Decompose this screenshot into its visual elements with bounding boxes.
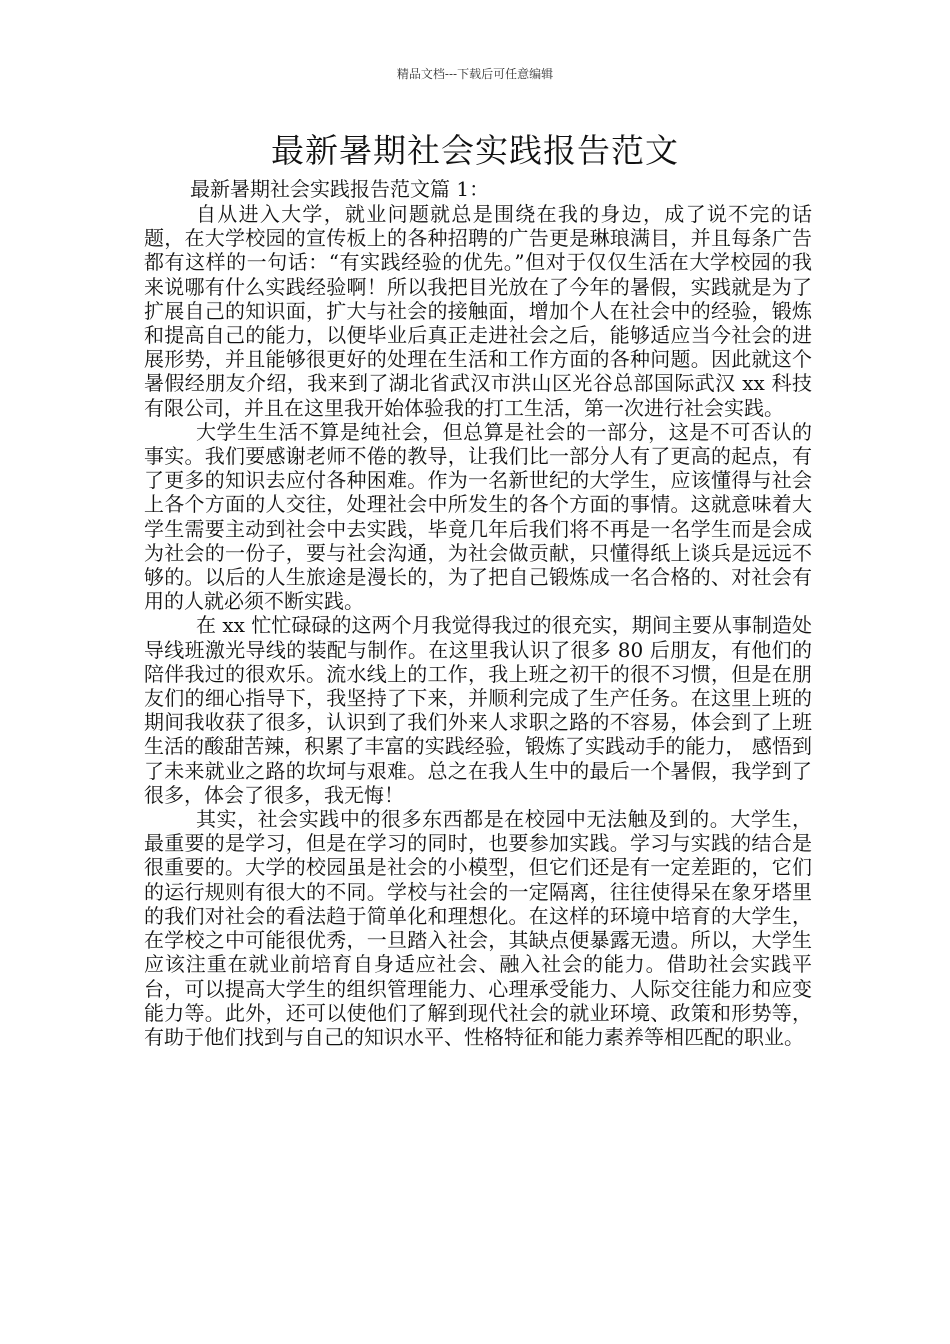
document-title: 最新暑期社会实践报告范文	[271, 131, 679, 170]
paragraph: 在 xx 忙忙碌碌的这两个月我觉得我过的很充实，期间主要从事制造处导线班激光导线的装配与制作。在这里我认识了很多 80 后朋友，有他们的陪伴我过的很欢乐。流水线上的工作，我上班之初干的很不习惯，但是在朋友们的细心指导下，我坚持了下来，并顺利完成了生产任务。在这里上班的期间我收获了很多，认识到了我们外来人求职之路的不容易，体会到了上班生活的酸甜苦辣，积累了丰富的实践经验，锻炼了实践动手的能力， 感悟到了未来就业之路的坎坷与艰难。总之在我人生中的最后一个暑假，我学到了很多，体会了很多，我无悔！	[144, 613, 812, 807]
body-text	[144, 202, 812, 1049]
paragraph: 其实，社会实践中的很多东西都是在校园中无法触及到的。大学生，最重要的是学习，但是在学习的同时，也要参加实践。学习与实践的结合是很重要的。大学的校园虽是社会的小模型，但它们还是有一定差距的，它们的运行规则有很大的不同。学校与社会的一定隔离，往往使得呆在象牙塔里的我们对社会的看法趋于简单化和理想化。在这样的环境中培育的大学生，在学校之中可能很优秀，一旦踏入社会，其缺点便暴露无遗。所以，大学生应该注重在就业前培育自身适应社会、融入社会的能力。借助社会实践平台，可以提高大学生的组织管理能力、心理承受能力、人际交往能力和应变能力等。此外，还可以使他们了解到现代社会的就业环境、政策和形势等，有助于他们找到与自己的知识水平、性格特征和能力素养等相匹配的职业。	[144, 807, 812, 1049]
paragraph: 自从进入大学，就业问题就总是围绕在我的身边，成了说不完的话题，在大学校园的宣传板上的各种招聘的广告更是琳琅满目，并且每条广告都有这样的一句话：“有实践经验的优先。”但对于仅仅生活在大学校园的我来说哪有什么实践经验啊！所以我把目光放在了今年的暑假，实践就是为了扩展自己的知识面，扩大与社会的接触面，增加个人在社会中的经验，锻炼和提高自己的能力，以便毕业后真正走进社会之后，能够适应当今社会的进展形势，并且能够很更好的处理在生活和工作方面的各种问题。因此就这个暑假经朋友介绍，我来到了湖北省武汉市洪山区光谷总部国际武汉 xx 科技有限公司，并且在这里我开始体验我的打工生活，第一次进行社会实践。	[144, 202, 812, 420]
section-heading: 最新暑期社会实践报告范文篇 1：	[190, 177, 490, 201]
header-note: 精品文档---下载后可任意编辑	[396, 67, 554, 81]
paragraph: 大学生生活不算是纯社会，但总算是社会的一部分，这是不可否认的事实。我们要感谢老师不倦的教导，让我们比一部分人有了更高的起点，有了更多的知识去应付各种困难。作为一名新世纪的大学生，应该懂得与社会上各个方面的人交往，处理社会中所发生的各个方面的事情。这就意味着大学生需要主动到社会中去实践，毕竟几年后我们将不再是一名学生而是会成为社会的一份子，要与社会沟通，为社会做贡献，只懂得纸上谈兵是远远不够的。以后的人生旅途是漫长的，为了把自己锻炼成一名合格的、对社会有用的人就必须不断实践。	[144, 419, 812, 614]
